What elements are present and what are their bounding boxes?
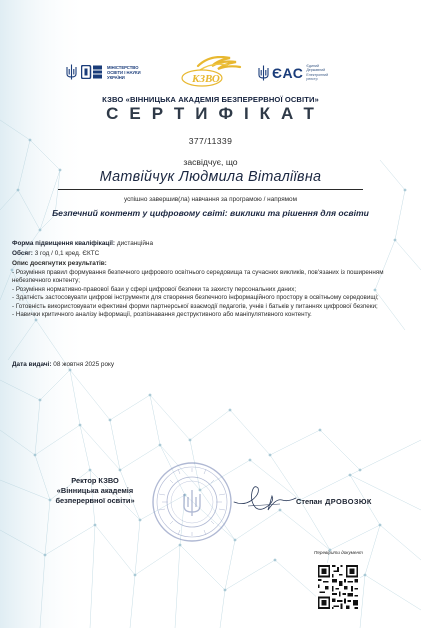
ministry-logo-text: МІНІСТЕРСТВО ОСВІТИ І НАУКИ УКРАЇНИ bbox=[107, 64, 141, 80]
official-seal-icon bbox=[150, 460, 234, 544]
signature-block bbox=[0, 476, 421, 526]
eas-logo-subtext: Єдиний Державний Електронний реєстр bbox=[306, 64, 329, 82]
issue-date-value: 08 жовтня 2025 року bbox=[53, 361, 115, 368]
rector-org-line2: безперервної освіти» bbox=[55, 496, 135, 505]
form-label: Форма підвищення кваліфікації: bbox=[12, 240, 116, 247]
volume-value: 3 год / 0,1 кред. ЄКТС bbox=[34, 250, 100, 257]
trident-icon bbox=[258, 65, 269, 81]
recipient-name: Матвійчук Людмила Віталіївна bbox=[99, 169, 322, 185]
trident-icon bbox=[66, 64, 77, 80]
program-title: Безпечний контент у цифровому світі: виклики та рішення для освіти bbox=[52, 208, 369, 218]
outcome-item: - Готовність використовувати ефективні форми партнерської взаємодії педагогів, учнів і батьків у питаннях цифрової безпеки; bbox=[12, 302, 378, 310]
mon-mark-icon bbox=[81, 65, 103, 79]
academy-logo bbox=[170, 56, 246, 90]
rector-title-line: Ректор КЗВО bbox=[71, 476, 119, 485]
eas-logo-text: ЄАС bbox=[272, 64, 304, 81]
certificate-title: СЕРТИФІКАТ bbox=[106, 104, 325, 123]
rector-title bbox=[40, 476, 150, 506]
signer-surname: ДРОВОЗЮК bbox=[325, 497, 372, 506]
rector-org-line1: «Вінницька академія bbox=[56, 486, 134, 495]
header-logos bbox=[0, 56, 421, 90]
certifies-text: засвідчує, що bbox=[183, 157, 238, 167]
volume-row bbox=[12, 250, 412, 258]
outcome-item: - Розуміння нормативно-правової бази у сфері цифрової безпеки та захисту персональних даних; bbox=[12, 285, 297, 293]
certificate-number: 377/11339 bbox=[188, 136, 233, 146]
form-row bbox=[12, 240, 412, 248]
qr-code-icon[interactable] bbox=[316, 563, 360, 611]
name-underline bbox=[58, 189, 363, 190]
ministry-logo bbox=[66, 64, 153, 80]
organization-name: КЗВО «ВІННИЦЬКА АКАДЕМІЯ БЕЗПЕРЕРВНОЇ ОСВІТИ» bbox=[102, 95, 319, 104]
eas-logo bbox=[258, 64, 336, 82]
form-value: дистанційна bbox=[116, 240, 154, 247]
completed-text: успішно завершив(ла) навчання за програмою / напрямом bbox=[123, 196, 298, 203]
signature-icon bbox=[230, 476, 300, 518]
outcomes-list bbox=[12, 269, 408, 319]
signer-name bbox=[296, 497, 372, 506]
outcome-item: - Здатність застосовувати цифрові інструменти для створення безпечного інформаційного простору в освітньому середовищі; bbox=[12, 294, 379, 302]
outcome-item: - Розуміння правил формування безпечного цифрового освітнього середовища та сучасних викликів, пов'язаних із поширенням небезпечного контенту; bbox=[12, 269, 384, 285]
outcomes-label: Опис досягнутих результатів: bbox=[12, 260, 107, 267]
signer-first-name: Степан bbox=[296, 497, 323, 506]
issue-date-row bbox=[12, 361, 412, 369]
outcome-item: - Навички критичного аналізу інформації, розпізнавання деструктивного або маніпулятивного контенту. bbox=[12, 311, 312, 319]
volume-label: Обсяг: bbox=[12, 250, 33, 257]
verify-document-label: Перевірити документ bbox=[314, 550, 363, 555]
svg-text:КЗВО: КЗВО bbox=[192, 73, 220, 85]
issue-date-label: Дата видачі: bbox=[12, 361, 52, 368]
